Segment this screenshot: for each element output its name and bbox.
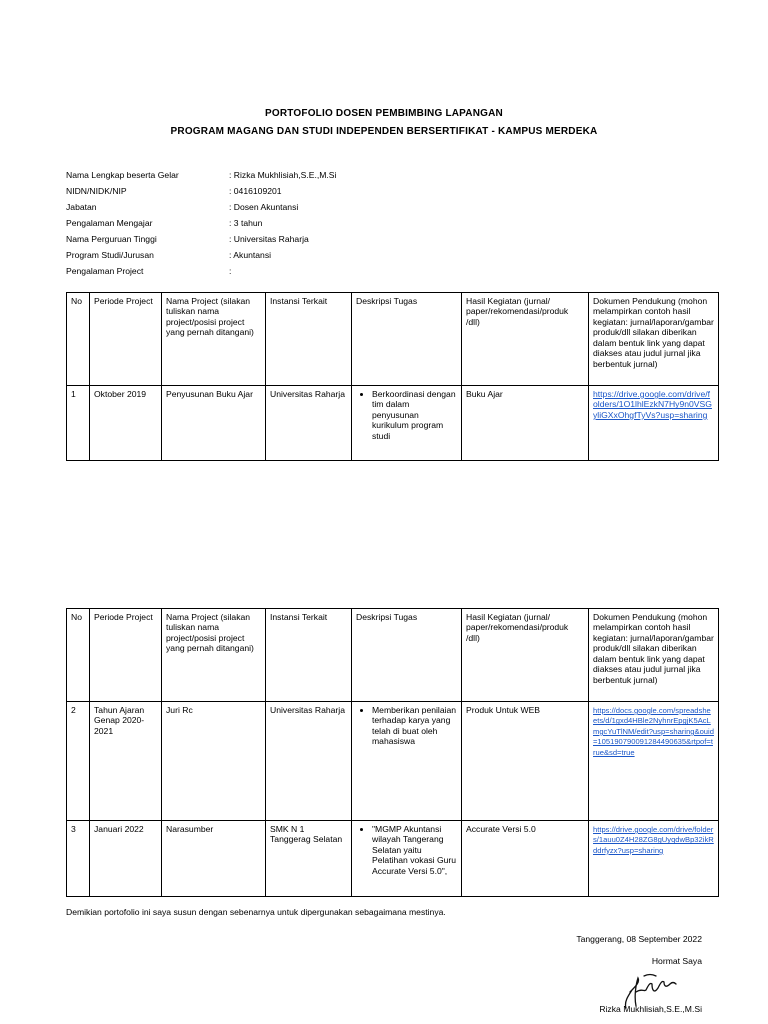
closing-statement: Demikian portofolio ini saya susun dengan sebenarnya untuk dipergunakan sebagaimana mestinya. bbox=[66, 907, 446, 917]
info-row-name bbox=[66, 170, 666, 186]
place-date: Tanggerang, 08 September 2022 bbox=[576, 934, 702, 944]
task-bullet: • Memberikan penilaian terhadap karya yang telah di buat oleh mahasiswa bbox=[372, 705, 457, 747]
cell-nama-project: Penyusunan Buku Ajar bbox=[162, 386, 266, 461]
document-link[interactable]: https://docs.google.com/spreadsheets/d/1gxd4HBle2NyhnrEpgjK5AcLmgcYuTlNM/edit?usp=sharing&ouid=105190790091284490635&rtpof=true&sd=true bbox=[593, 706, 714, 757]
info-value: : Universitas Raharja bbox=[229, 234, 309, 244]
column-header: No bbox=[67, 293, 90, 386]
cell-hasil: Accurate Versi 5.0 bbox=[462, 821, 589, 897]
column-header: Dokumen Pendukung (mohon melampirkan contoh hasil kegiatan: jurnal/laporan/gambar produk/dll silakan diberikan dalam bentuk link yang dapat diakses atau judul jurnal jika berbentuk jurnal) bbox=[589, 293, 719, 386]
cell-no: 3 bbox=[67, 821, 90, 897]
project-table-1 bbox=[66, 292, 719, 461]
document-link[interactable]: https://drive.google.com/drive/folders/1O1lhlEzkN7Hy9n0VSGyliGXxOhgfTyVs?usp=sharing bbox=[593, 389, 712, 420]
table-header-row bbox=[67, 293, 719, 386]
cell-hasil: Buku Ajar bbox=[462, 386, 589, 461]
column-header: Deskripsi Tugas bbox=[352, 293, 462, 386]
column-header: Periode Project bbox=[90, 293, 162, 386]
cell-deskripsi bbox=[352, 386, 462, 461]
cell-periode: Januari 2022 bbox=[90, 821, 162, 897]
table-row bbox=[67, 821, 719, 897]
info-value: : bbox=[229, 266, 232, 276]
task-bullet: • Berkoordinasi dengan tim dalam penyusunan kurikulum program studi bbox=[372, 389, 457, 441]
info-label: Pengalaman Mengajar bbox=[66, 218, 153, 228]
project-table-2 bbox=[66, 608, 719, 897]
info-label: Pengalaman Project bbox=[66, 266, 144, 276]
document-subtitle: PROGRAM MAGANG DAN STUDI INDEPENDEN BERSERTIFIKAT - KAMPUS MERDEKA bbox=[170, 126, 598, 137]
column-header: Instansi Terkait bbox=[266, 609, 352, 702]
info-value: : 3 tahun bbox=[229, 218, 263, 228]
column-header: Nama Project (silakan tuliskan nama project/posisi project yang pernah ditangani) bbox=[162, 609, 266, 702]
info-label: NIDN/NIDK/NIP bbox=[66, 186, 127, 196]
column-header: No bbox=[67, 609, 90, 702]
signature-name: Rizka Mukhlisiah,S.E.,M.Si bbox=[599, 1004, 702, 1014]
info-label: Jabatan bbox=[66, 202, 97, 212]
info-row-pengalaman-mengajar bbox=[66, 218, 666, 234]
column-header: Periode Project bbox=[90, 609, 162, 702]
document-title: PORTOFOLIO DOSEN PEMBIMBING LAPANGAN bbox=[265, 108, 503, 119]
info-label: Nama Perguruan Tinggi bbox=[66, 234, 157, 244]
table-row bbox=[67, 386, 719, 461]
cell-nama-project: Juri Rc bbox=[162, 702, 266, 821]
info-row-program-studi bbox=[66, 250, 666, 266]
info-value: : Dosen Akuntansi bbox=[229, 202, 299, 212]
info-value: : Rizka Mukhlisiah,S.E.,M.Si bbox=[229, 170, 337, 180]
cell-nama-project: Narasumber bbox=[162, 821, 266, 897]
cell-no: 1 bbox=[67, 386, 90, 461]
cell-periode: Oktober 2019 bbox=[90, 386, 162, 461]
info-value: : 0416109201 bbox=[229, 186, 282, 196]
cell-dokumen bbox=[589, 821, 719, 897]
info-row-pengalaman-project bbox=[66, 266, 666, 282]
info-row-jabatan bbox=[66, 202, 666, 218]
task-bullet: • "MGMP Akuntansi wilayah Tangerang Selatan yaitu Pelatihan vokasi Guru Accurate Versi 5.0", bbox=[372, 824, 457, 876]
column-header: Hasil Kegiatan (jurnal/ paper/rekomendasi/produk /dll) bbox=[462, 609, 589, 702]
cell-deskripsi bbox=[352, 702, 462, 821]
info-label: Program Studi/Jurusan bbox=[66, 250, 154, 260]
info-label: Nama Lengkap beserta Gelar bbox=[66, 170, 179, 180]
column-header: Hasil Kegiatan (jurnal/ paper/rekomendasi/produk /dll) bbox=[462, 293, 589, 386]
table-row bbox=[67, 702, 719, 821]
cell-no: 2 bbox=[67, 702, 90, 821]
info-row-nidn bbox=[66, 186, 666, 202]
cell-instansi: SMK N 1 Tanggerag Selatan bbox=[266, 821, 352, 897]
cell-instansi: Universitas Raharja bbox=[266, 386, 352, 461]
table-header-row bbox=[67, 609, 719, 702]
column-header: Dokumen Pendukung (mohon melampirkan contoh hasil kegiatan: jurnal/laporan/gambar produk/dll silakan diberikan dalam bentuk link yang dapat diakses atau judul jurnal jika berbentuk jurnal) bbox=[589, 609, 719, 702]
info-value: : Akuntansi bbox=[229, 250, 272, 260]
info-row-perguruan-tinggi bbox=[66, 234, 666, 250]
cell-dokumen bbox=[589, 386, 719, 461]
cell-deskripsi bbox=[352, 821, 462, 897]
column-header: Deskripsi Tugas bbox=[352, 609, 462, 702]
cell-hasil: Produk Untuk WEB bbox=[462, 702, 589, 821]
cell-periode: Tahun Ajaran Genap 2020-2021 bbox=[90, 702, 162, 821]
column-header: Nama Project (silakan tuliskan nama project/posisi project yang pernah ditangani) bbox=[162, 293, 266, 386]
cell-dokumen bbox=[589, 702, 719, 821]
column-header: Instansi Terkait bbox=[266, 293, 352, 386]
regards-text: Hormat Saya bbox=[651, 956, 702, 966]
document-link[interactable]: https://drive.google.com/drive/folders/1auu0Z4H28ZG8gUyqdwBp32ikRddrfyzx?usp=sharing bbox=[593, 825, 714, 855]
cell-instansi: Universitas Raharja bbox=[266, 702, 352, 821]
personal-info bbox=[66, 170, 666, 282]
